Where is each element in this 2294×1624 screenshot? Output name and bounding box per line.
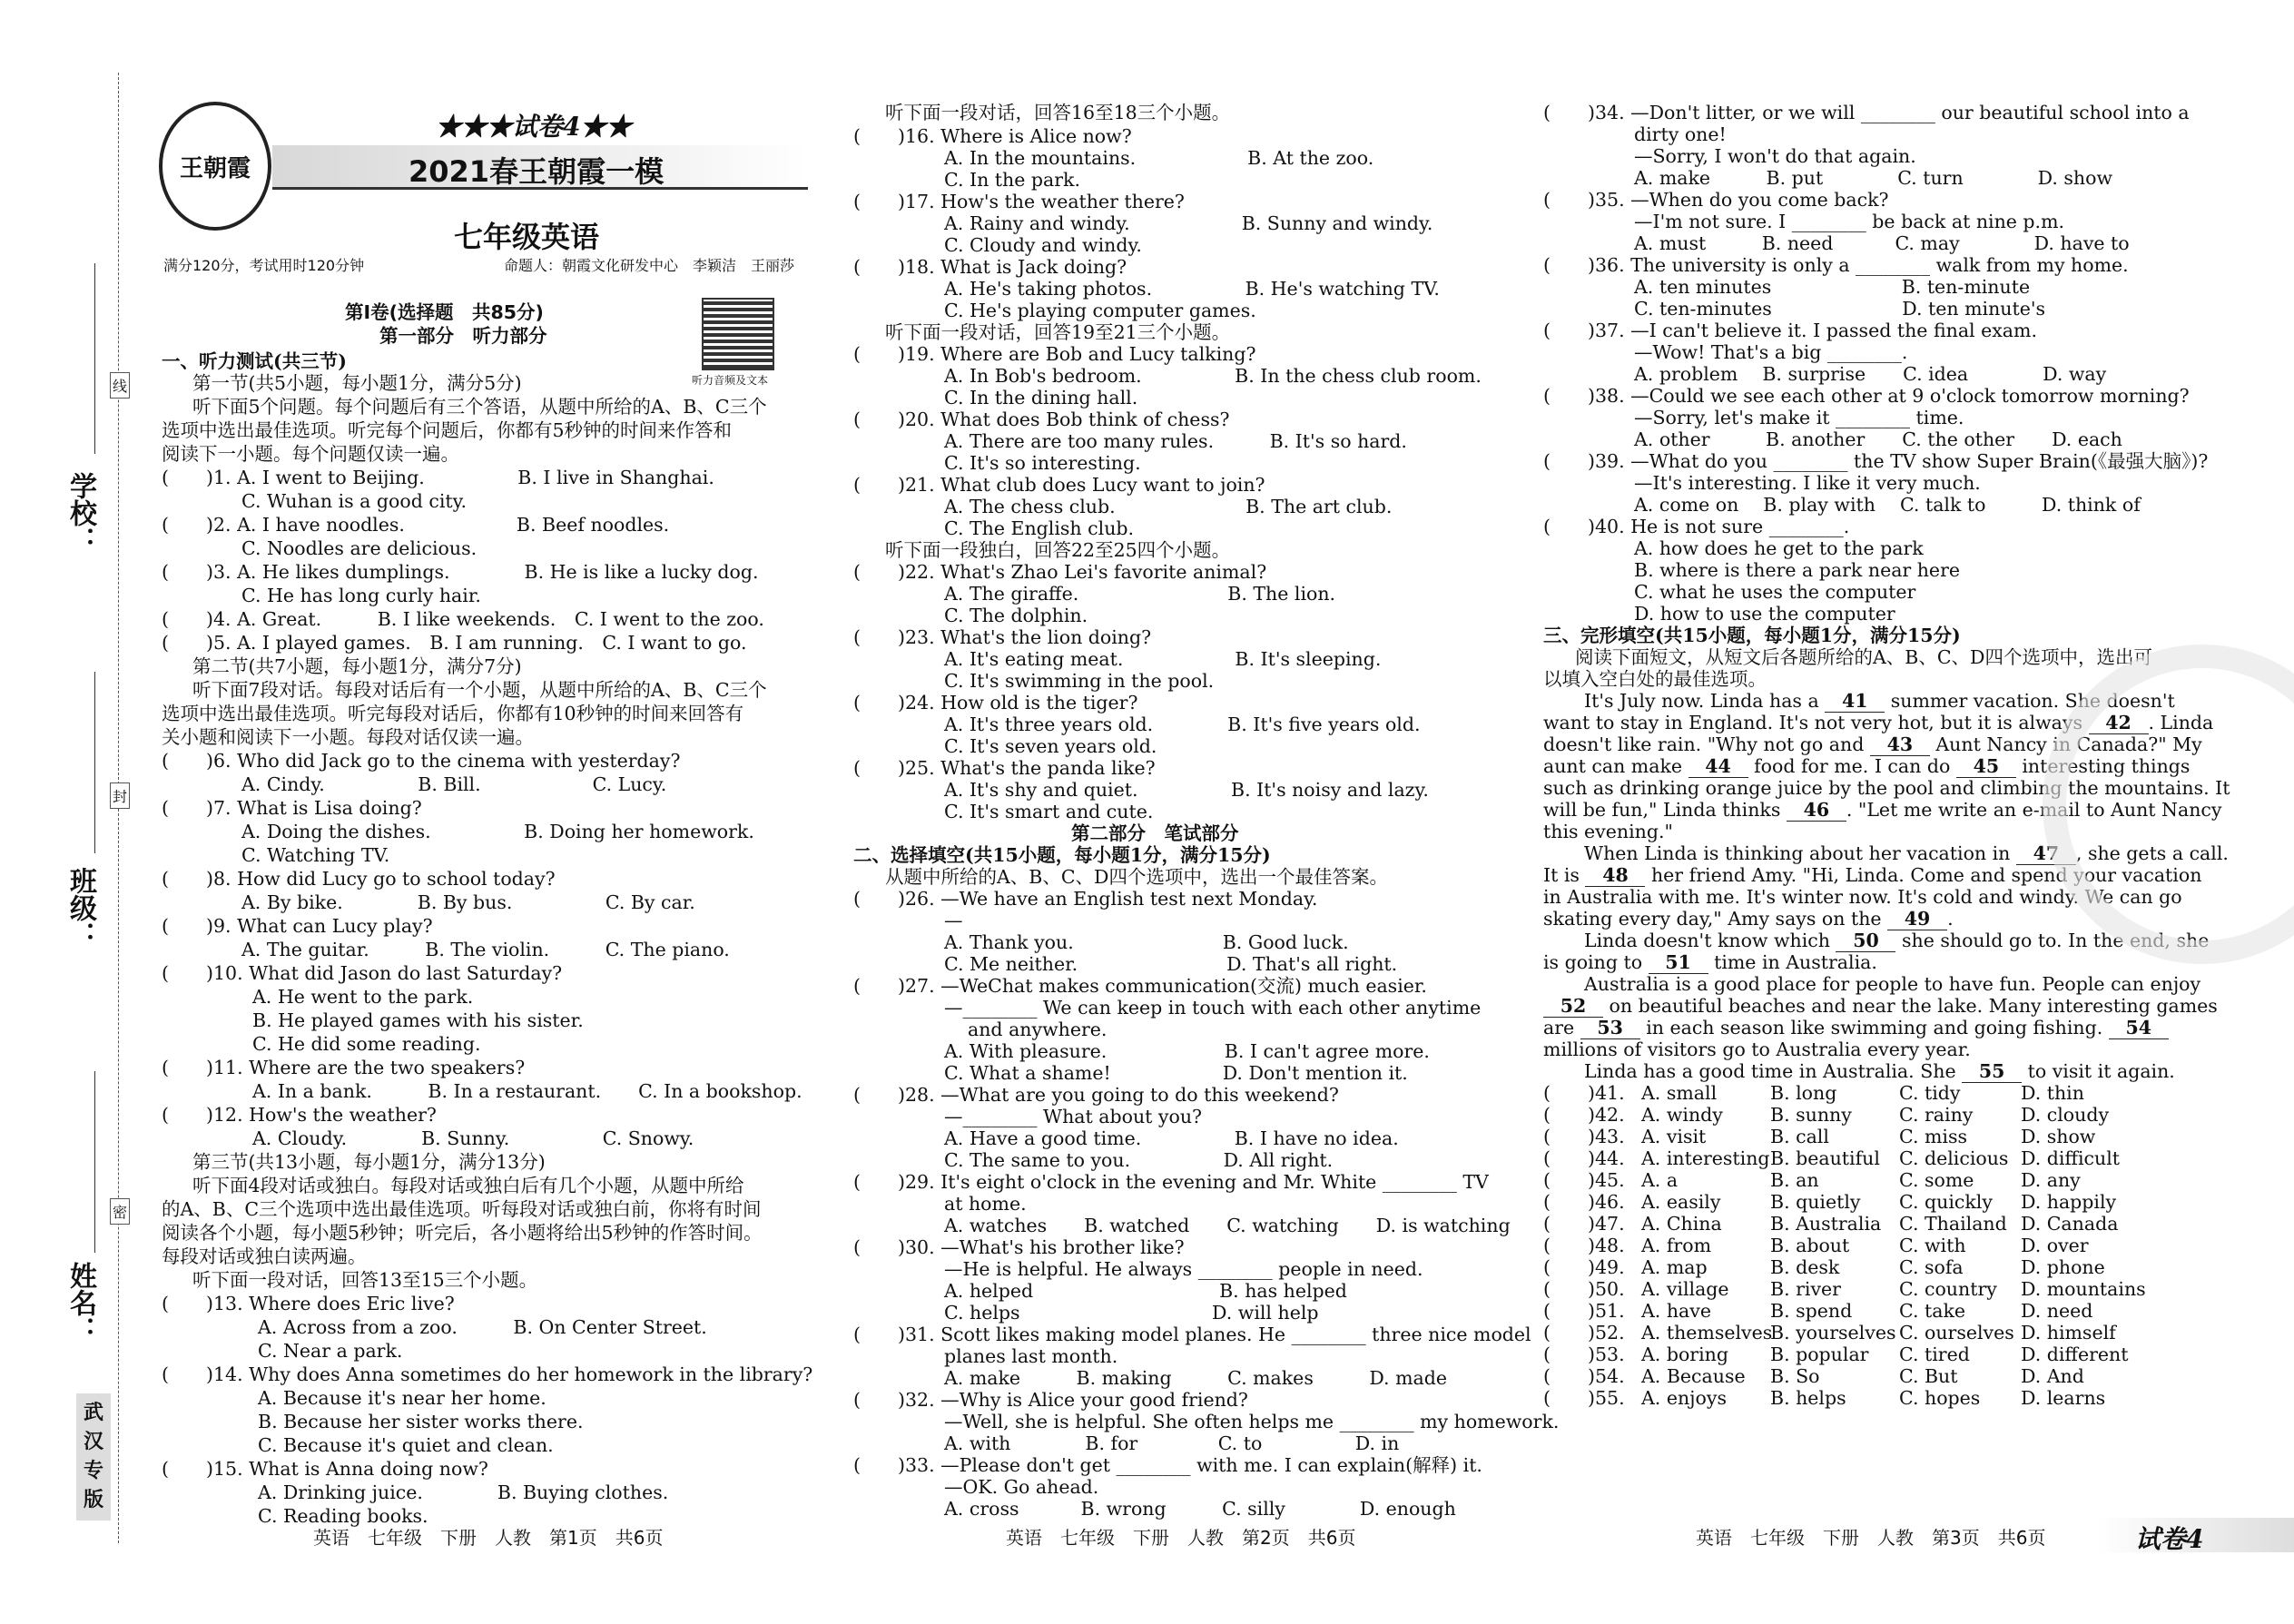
text-line: A. watches B. watched C. watching D. is watching (944, 1215, 1511, 1236)
text-line: C. Cloudy and windy. (944, 234, 1142, 256)
text-line: C. Watching TV. (241, 844, 390, 866)
cloze-blank-55: 55 (1962, 1060, 2022, 1083)
text-line: ( )8. How did Lucy go to school today? (162, 868, 556, 890)
stars-title: ★★★试卷4★★ (436, 112, 632, 142)
footer-page3: 英语 七年级 下册 人教 第3页 共6页 (1696, 1527, 2046, 1549)
cloze-option-b: B. Australia (1770, 1213, 1882, 1235)
text-line: C. He did some reading. (252, 1033, 481, 1055)
passage-text: is going to (1543, 951, 1649, 973)
passage-text: time in Australia. (1708, 951, 1877, 973)
text-line: ( )12. How's the weather? (162, 1104, 437, 1126)
name-label: 姓名： (64, 1262, 96, 1343)
text-line: 的A、B、C三个选项中选出最佳选项。听每段对话或独白前，你将有时间 (162, 1198, 762, 1220)
cloze-option-d: D. happily (2021, 1191, 2117, 1213)
cloze-option-d: D. phone (2021, 1256, 2105, 1278)
text-line: planes last month. (944, 1345, 1118, 1367)
cloze-option-a: A. small (1641, 1082, 1718, 1104)
cloze-option-d: D. learns (2021, 1387, 2106, 1409)
text-line: —________ We can keep in touch with each other anytime (944, 997, 1482, 1019)
text-line: A. how does he get to the park (1634, 537, 1924, 559)
text-line: A. Because it's near her home. (258, 1387, 546, 1409)
cloze-blank-54: 54 (2109, 1017, 2169, 1039)
text-line: ( )3. A. He likes dumplings. B. He is like a lucky dog. (162, 561, 759, 583)
cloze-option-c: C. take (1899, 1300, 1966, 1322)
text-line: ( )13. Where does Eric live? (162, 1293, 455, 1314)
text-line: —OK. Go ahead. (944, 1476, 1099, 1498)
text-line: ( )40. He is not sure ________. (1543, 516, 1850, 537)
cloze-option-c: C. country (1899, 1278, 1997, 1300)
cloze-option-a: A. village (1641, 1278, 1729, 1300)
text-line: —Wow! That's a big ________. (1634, 341, 1908, 363)
passage-text: Linda doesn't know which (1584, 930, 1836, 951)
exam-meta-left: 满分120分，考试用时120分钟 (163, 257, 365, 274)
cloze-option-d: D. And (2021, 1365, 2084, 1387)
text-line: ( )35. —When do you come back? (1543, 189, 1889, 211)
cloze-question-number: ( )45. (1543, 1169, 1625, 1191)
text-line: ( )37. —I can't believe it. I passed the final exam. (1543, 320, 2037, 341)
cloze-option-a: A. windy (1641, 1104, 1723, 1126)
text-line: ( )26. —We have an English test next Monday. (853, 888, 1318, 910)
text-line: ( )33. —Please don't get ________ with me. I can explain(解释) it. (853, 1454, 1482, 1476)
text-line: A. Doing the dishes. B. Doing her homework. (241, 821, 754, 842)
text-line: C. Me neither. D. That's all right. (944, 953, 1398, 975)
cloze-option-a: A. from (1641, 1235, 1712, 1256)
text-line: A. He's taking photos. B. He's watching TV. (944, 278, 1440, 300)
text-line: 每段对话或独白读两遍。 (162, 1245, 367, 1267)
exam-meta-right: 命题人：朝霞文化研发中心 李颖洁 王丽莎 (504, 257, 795, 274)
cloze-option-c: C. quickly (1899, 1191, 1993, 1213)
logo-text: 王朝霞 (179, 154, 251, 182)
text-line: A. It's eating meat. B. It's sleeping. (944, 648, 1382, 670)
cloze-option-c: C. hopes (1899, 1387, 1981, 1409)
text-line: ( )36. The university is only a ________ walk from my home. (1543, 254, 2129, 276)
text-line: ( )15. What is Anna doing now? (162, 1458, 488, 1480)
text-line: ( )7. What is Lisa doing? (162, 797, 422, 819)
text-line: 三、完形填空(共15小题，每小题1分，满分15分) (1543, 625, 1961, 646)
text-line: 第Ⅰ卷(选择题 共85分) (345, 301, 544, 323)
cloze-question-number: ( )42. (1543, 1104, 1625, 1126)
text-line: ( )19. Where are Bob and Lucy talking? (853, 343, 1256, 365)
passage-text: doesn't like rain. "Why not go and (1543, 733, 1870, 755)
cloze-option-c: C. ourselves (1899, 1322, 2014, 1343)
text-line: —Sorry, I won't do that again. (1634, 145, 1916, 167)
passage-text: skating every day," Amy says on the (1543, 908, 1888, 930)
cloze-option-a: A. have (1641, 1300, 1711, 1322)
text-line: C. It's swimming in the pool. (944, 670, 1215, 692)
text-line: A. By bike. B. By bus. C. By car. (241, 891, 695, 913)
passage-text: such as drinking orange juice by the pool and climbing the mountains. It (1543, 777, 2230, 799)
cloze-blank-45: 45 (1956, 755, 2016, 778)
text-line: 听下面7段对话。每段对话后有一个小题，从题中所给的A、B、C三个 (192, 679, 767, 701)
cloze-option-b: B. beautiful (1770, 1147, 1880, 1169)
text-line: 第二节(共7小题，每小题1分，满分7分) (192, 655, 522, 677)
cloze-option-c: C. tired (1899, 1343, 1970, 1365)
logo-seal (159, 102, 271, 231)
cloze-blank-44: 44 (1689, 755, 1748, 778)
cloze-option-b: B. about (1770, 1235, 1850, 1256)
text-line: ( )9. What can Lucy play? (162, 915, 433, 937)
qr-code[interactable] (704, 300, 773, 369)
cloze-blank-42: 42 (2089, 712, 2149, 734)
passage-text: Australia is a good place for people to have fun. People can enjoy (1584, 973, 2201, 995)
cloze-question-number: ( )47. (1543, 1213, 1625, 1235)
text-line: C. What a shame! D. Don't mention it. (944, 1062, 1408, 1084)
text-line: A. make B. put C. turn D. show (1634, 167, 2112, 189)
passage-line (1584, 1060, 2175, 1083)
text-line: A. come on B. play with C. talk to D. think of (1634, 494, 2141, 516)
cloze-question-number: ( )53. (1543, 1343, 1625, 1365)
text-line: C. In the park. (944, 169, 1080, 191)
class-label: 班级： (64, 867, 96, 949)
text-line: C. The English club. (944, 517, 1135, 539)
cloze-question-number: ( )51. (1543, 1300, 1625, 1322)
passage-text: Aunt Nancy in Canada?" My (1929, 733, 2202, 755)
cloze-option-c: C. But (1899, 1365, 1958, 1387)
text-line: A. Across from a zoo. B. On Center Street. (258, 1316, 707, 1338)
cloze-option-b: B. popular (1770, 1343, 1869, 1365)
text-line: —I'm not sure. I ________ be back at nine p.m. (1634, 211, 2065, 232)
text-line: D. how to use the computer (1634, 603, 1895, 625)
cloze-option-a: A. themselves (1641, 1322, 1773, 1343)
cloze-option-b: B. river (1770, 1278, 1841, 1300)
text-line: A. Thank you. B. Good luck. (944, 931, 1349, 953)
text-line: ( )28. —What are you going to do this weekend? (853, 1084, 1339, 1106)
passage-text: are (1543, 1017, 1580, 1038)
cloze-option-b: B. quietly (1770, 1191, 1861, 1213)
cloze-question-number: ( )48. (1543, 1235, 1625, 1256)
text-line: 听下面一段独白，回答22至25四个小题。 (885, 539, 1231, 561)
passage-text: aunt can make (1543, 755, 1689, 777)
text-line: A. with B. for C. to D. in (944, 1432, 1400, 1454)
passage-text: she should go to. In the end, she (1895, 930, 2210, 951)
cloze-option-b: B. spend (1770, 1300, 1853, 1322)
passage-text: in Australia with me. It's winter now. It's cold and windy. We can go (1543, 886, 2182, 908)
cloze-option-c: C. some (1899, 1169, 1974, 1191)
cloze-option-b: B. call (1770, 1126, 1829, 1147)
text-line: ( )1. A. I went to Beijing. B. I live in Shanghai. (162, 467, 714, 488)
passage-line (1543, 951, 1877, 974)
name-field-line (94, 1071, 95, 1253)
text-line: ( )30. —What's his brother like? (853, 1236, 1185, 1258)
cut-mark-1: 线 (110, 372, 130, 399)
cloze-question-number: ( )54. (1543, 1365, 1625, 1387)
text-line: A. Cloudy. B. Sunny. C. Snowy. (252, 1127, 694, 1149)
footer-page2: 英语 七年级 下册 人教 第2页 共6页 (1006, 1527, 1356, 1549)
text-line: —Well, she is helpful. She often helps me ________ my homework. (944, 1411, 1560, 1432)
cloze-option-a: A. map (1641, 1256, 1708, 1278)
text-line: A. It's three years old. B. It's five years old. (944, 714, 1421, 735)
cloze-option-c: C. Thailand (1899, 1213, 2007, 1235)
text-line: ( )16. Where is Alice now? (853, 125, 1132, 147)
text-line: C. He has long curly hair. (241, 585, 481, 606)
text-line: ( )39. —What do you ________ the TV show Super Brain(《最强大脑》)? (1543, 450, 2209, 472)
text-line: ( )11. Where are the two speakers? (162, 1057, 526, 1078)
text-line: ( )5. A. I played games. B. I am running. C. I want to go. (162, 632, 747, 654)
text-line: ( )20. What does Bob think of chess? (853, 408, 1230, 430)
text-line: A. make B. making C. makes D. made (944, 1367, 1447, 1389)
cloze-blank-52: 52 (1543, 995, 1603, 1018)
text-line: C. Reading books. (258, 1505, 428, 1527)
title-band (272, 145, 808, 190)
passage-text: summer vacation. She doesn't (1885, 690, 2175, 712)
cloze-option-a: A. a (1641, 1169, 1679, 1191)
footer-badge: 试卷4 (2135, 1524, 2204, 1554)
school-label: 学校： (64, 472, 96, 554)
text-line: B. He played games with his sister. (252, 1009, 584, 1031)
text-line: A. It's shy and quiet. B. It's noisy and lazy. (944, 779, 1429, 801)
text-line: C. Near a park. (258, 1340, 403, 1362)
text-line: —Sorry, let's make it ________ time. (1634, 407, 1964, 428)
cloze-option-d: D. need (2021, 1300, 2093, 1322)
text-line: C. Noodles are delicious. (241, 537, 478, 559)
text-line: 以填入空白处的最佳选项。 (1543, 668, 1767, 690)
cloze-option-c: C. with (1899, 1235, 1966, 1256)
cloze-blank-53: 53 (1580, 1017, 1640, 1039)
text-line: ( )14. Why does Anna sometimes do her homework in the library? (162, 1363, 813, 1385)
passage-text: It's July now. Linda has a (1584, 690, 1826, 712)
text-line: A. helped B. has helped (944, 1280, 1347, 1302)
text-line: ( )21. What club does Lucy want to join? (853, 474, 1265, 496)
text-line: ( )24. How old is the tiger? (853, 692, 1138, 714)
cloze-blank-49: 49 (1887, 908, 1947, 930)
cloze-option-d: D. Canada (2021, 1213, 2119, 1235)
cloze-option-d: D. different (2021, 1343, 2129, 1365)
cloze-question-number: ( )44. (1543, 1147, 1625, 1169)
text-line: A. problem B. surprise C. idea D. way (1634, 363, 2107, 385)
text-line: ( )34. —Don't litter, or we will ________ our beautiful school into a (1543, 102, 2190, 123)
text-line: A. In a bank. B. In a restaurant. C. In a bookshop. (252, 1080, 802, 1102)
text-line: 阅读下一小题。每个问题仅读一遍。 (162, 443, 459, 465)
text-line: ( )25. What's the panda like? (853, 757, 1156, 779)
cloze-option-a: A. enjoys (1641, 1387, 1727, 1409)
cloze-option-b: B. sunny (1770, 1104, 1852, 1126)
cloze-option-d: D. any (2021, 1169, 2081, 1191)
text-line: A. In the mountains. B. At the zoo. (944, 147, 1374, 169)
text-line: A. Have a good time. B. I have no idea. (944, 1127, 1399, 1149)
cloze-option-c: C. sofa (1899, 1256, 1964, 1278)
cloze-option-d: D. over (2021, 1235, 2089, 1256)
qr-caption: 听力音频及文本 (692, 374, 769, 387)
cloze-blank-47: 47 (2016, 842, 2076, 865)
cloze-option-c: C. tidy (1899, 1082, 1961, 1104)
text-line: ( )10. What did Jason do last Saturday? (162, 962, 563, 984)
text-line: B. Because her sister works there. (258, 1411, 584, 1432)
text-line: 阅读各个小题，每小题5秒钟；听完后，各小题将给出5秒钟的作答时间。 (162, 1222, 763, 1244)
cloze-option-c: C. rainy (1899, 1104, 1974, 1126)
text-line: A. Cindy. B. Bill. C. Lucy. (241, 773, 667, 795)
school-field-line (94, 263, 95, 454)
cloze-option-b: B. yourselves (1770, 1322, 1896, 1343)
cloze-option-a: A. China (1641, 1213, 1722, 1235)
text-line: 从题中所给的A、B、C、D四个选项中，选出一个最佳答案。 (885, 866, 1388, 888)
passage-text: , she gets a call. (2075, 842, 2229, 864)
text-line: ( )31. Scott likes making model planes. He ________ three nice model (853, 1324, 1531, 1345)
cloze-question-number: ( )55. (1543, 1387, 1625, 1409)
text-line: —________ What about you? (944, 1106, 1203, 1127)
cloze-option-b: B. helps (1770, 1387, 1846, 1409)
passage-text: to visit it again. (2022, 1060, 2175, 1082)
text-line: C. It's seven years old. (944, 735, 1157, 757)
passage-text: millions of visitors go to Australia every year. (1543, 1038, 1971, 1060)
cloze-option-b: B. long (1770, 1082, 1837, 1104)
text-line: ( )27. —WeChat makes communication(交流) much easier. (853, 975, 1427, 997)
footer-page1: 英语 七年级 下册 人教 第1页 共6页 (313, 1527, 664, 1549)
passage-line (1543, 908, 1954, 930)
text-line: A. With pleasure. B. I can't agree more. (944, 1040, 1430, 1062)
passage-text: on beautiful beaches and near the lake. Many interesting games (1603, 995, 2218, 1017)
text-line: A. other B. another C. the other D. each (1634, 428, 2122, 450)
cloze-option-d: D. cloudy (2021, 1104, 2110, 1126)
passage-line (1543, 995, 2218, 1018)
text-line: C. ten-minutes D. ten minute's (1634, 298, 2046, 320)
cloze-blank-48: 48 (1585, 864, 1645, 887)
cloze-option-d: D. show (2021, 1126, 2096, 1147)
passage-text: food for me. I can do (1748, 755, 1956, 777)
text-line: C. The dolphin. (944, 605, 1088, 626)
text-line: 听下面一段对话，回答16至18三个小题。 (885, 102, 1231, 123)
text-line: 选项中选出最佳选项。听完每段对话后，你都有10秒钟的时间来回答有 (162, 703, 744, 724)
cloze-blank-41: 41 (1825, 690, 1885, 713)
cloze-option-b: B. an (1770, 1169, 1819, 1191)
cloze-option-d: D. difficult (2021, 1147, 2121, 1169)
text-line: — (944, 910, 963, 931)
passage-text: . Linda (2148, 712, 2214, 733)
text-line: 一、听力测试(共三节) (162, 350, 347, 372)
text-line: A. The guitar. B. The violin. C. The piano. (241, 939, 730, 960)
cloze-option-c: C. miss (1899, 1126, 1968, 1147)
cloze-question-number: ( )43. (1543, 1126, 1625, 1147)
text-line: ( )38. —Could we see each other at 9 o'clock tomorrow morning? (1543, 385, 2190, 407)
text-line: dirty one! (1634, 123, 1727, 145)
cloze-option-a: A. visit (1641, 1126, 1707, 1147)
text-line: A. The giraffe. B. The lion. (944, 583, 1336, 605)
cloze-option-b: B. desk (1770, 1256, 1840, 1278)
text-line: ( )4. A. Great. B. I like weekends. C. I went to the zoo. (162, 608, 764, 630)
passage-text: interesting things (2015, 755, 2191, 777)
text-line: 选项中选出最佳选项。听完每个问题后，你都有5秒钟的时间来作答和 (162, 419, 733, 441)
passage-text: want to stay in England. It's not very hot, but it is always (1543, 712, 2089, 733)
passage-text: . (1947, 908, 1954, 930)
cloze-question-number: ( )41. (1543, 1082, 1625, 1104)
passage-text: When Linda is thinking about her vacation in (1584, 842, 2016, 864)
text-line: 听下面一段对话，回答19至21三个小题。 (885, 321, 1231, 343)
text-line: 二、选择填空(共15小题，每小题1分，满分15分) (853, 844, 1271, 866)
text-line: A. Rainy and windy. B. Sunny and windy. (944, 212, 1433, 234)
text-line: A. must B. need C. may D. have to (1634, 232, 2130, 254)
text-line: —He is helpful. He always ________ people in need. (944, 1258, 1423, 1280)
text-line: 关小题和阅读下一小题。每段对话仅读一遍。 (162, 726, 534, 748)
text-line: C. He's playing computer games. (944, 300, 1256, 321)
passage-text: It is (1543, 864, 1586, 886)
text-line: 阅读下面短文，从短文后各题所给的A、B、C、D四个选项中，选出可 (1575, 646, 2152, 668)
text-line: at home. (944, 1193, 1027, 1215)
text-line: ( )23. What's the lion doing? (853, 626, 1152, 648)
cloze-question-number: ( )46. (1543, 1191, 1625, 1213)
cloze-question-number: ( )49. (1543, 1256, 1625, 1278)
text-line: A. He went to the park. (252, 986, 474, 1008)
text-line: 第三节(共13小题，每小题1分，满分13分) (192, 1151, 546, 1173)
text-line: 第一部分 听力部分 (379, 325, 547, 347)
text-line: C. The same to you. D. All right. (944, 1149, 1334, 1171)
text-line: and anywhere. (968, 1019, 1108, 1040)
text-line: ( )2. A. I have noodles. B. Beef noodles. (162, 514, 670, 536)
passage-line (1543, 821, 1673, 842)
class-field-line (94, 672, 95, 853)
text-line: A. In Bob's bedroom. B. In the chess club room. (944, 365, 1482, 387)
text-line: A. Drinking juice. B. Buying clothes. (258, 1481, 669, 1503)
passage-line (1584, 973, 2200, 995)
exam-title: 2021春王朝霞一模 (409, 154, 665, 189)
passage-text: in each season like swimming and going fishing. (1639, 1017, 2109, 1038)
text-line: C. what he uses the computer (1634, 581, 1916, 603)
text-line: C. It's smart and cute. (944, 801, 1154, 822)
text-line: A. The chess club. B. The art club. (944, 496, 1393, 517)
text-line: A. cross B. wrong C. silly D. enough (944, 1498, 1456, 1520)
cloze-option-a: A. boring (1641, 1343, 1728, 1365)
cloze-option-d: D. thin (2021, 1082, 2084, 1104)
text-line: C. helps D. will help (944, 1302, 1319, 1324)
passage-text: her friend Amy. "Hi, Linda. Come and spend your vacation (1645, 864, 2202, 886)
subject-title: 七年级英语 (454, 220, 600, 254)
text-line: 第二部分 笔试部分 (1071, 822, 1239, 844)
text-line: A. ten minutes B. ten-minute (1634, 276, 2031, 298)
cloze-option-b: B. So (1770, 1365, 1820, 1387)
text-line: C. Wuhan is a good city. (241, 490, 468, 512)
cloze-blank-51: 51 (1649, 951, 1708, 974)
text-line: C. In the dining hall. (944, 387, 1138, 408)
text-line: —It's interesting. I like it very much. (1634, 472, 1981, 494)
edition-badge: 武汉专版 (76, 1393, 111, 1521)
passage-text: . "Let me write an e-mail to Aunt Nancy (1846, 799, 2222, 821)
cloze-option-d: D. mountains (2021, 1278, 2146, 1300)
passage-text: Linda has a good time in Australia. She (1584, 1060, 1963, 1082)
text-line: 第一节(共5小题，每小题1分，满分5分) (192, 372, 522, 394)
text-line: ( )18. What is Jack doing? (853, 256, 1127, 278)
cloze-blank-43: 43 (1870, 733, 1930, 756)
text-line: 听下面一段对话，回答13至15三个小题。 (192, 1269, 538, 1291)
cloze-option-a: A. Because (1641, 1365, 1746, 1387)
text-line: ( )29. It's eight o'clock in the evening and Mr. White ________ TV (853, 1171, 1489, 1193)
text-line: B. where is there a park near here (1634, 559, 1961, 581)
cloze-option-c: C. delicious (1899, 1147, 2009, 1169)
text-line: ( )32. —Why is Alice your good friend? (853, 1389, 1248, 1411)
text-line: A. There are too many rules. B. It's so hard. (944, 430, 1407, 452)
passage-text: will be fun," Linda thinks (1543, 799, 1787, 821)
passage-line (1543, 1017, 2169, 1039)
text-line: ( )22. What's Zhao Lei's favorite animal? (853, 561, 1267, 583)
text-line: 听下面5个问题。每个问题后有三个答语，从题中所给的A、B、C三个 (192, 396, 767, 418)
cloze-question-number: ( )52. (1543, 1322, 1625, 1343)
passage-line (1543, 1038, 1971, 1060)
cloze-option-a: A. easily (1641, 1191, 1721, 1213)
cloze-question-number: ( )50. (1543, 1278, 1625, 1300)
cut-mark-3: 密 (110, 1198, 130, 1225)
text-line: ( )17. How's the weather there? (853, 191, 1185, 212)
cloze-option-d: D. himself (2021, 1322, 2116, 1343)
cut-mark-2: 封 (110, 782, 130, 809)
text-line: C. It's so interesting. (944, 452, 1141, 474)
text-line: C. Because it's quiet and clean. (258, 1434, 554, 1456)
text-line: ( )6. Who did Jack go to the cinema with yesterday? (162, 750, 681, 772)
text-line: 听下面4段对话或独白。每段对话或独白后有几个小题，从题中所给 (192, 1175, 744, 1196)
passage-text: this evening." (1543, 821, 1673, 842)
cloze-blank-50: 50 (1836, 930, 1895, 952)
cloze-option-a: A. interesting (1641, 1147, 1770, 1169)
cloze-blank-46: 46 (1787, 799, 1846, 822)
